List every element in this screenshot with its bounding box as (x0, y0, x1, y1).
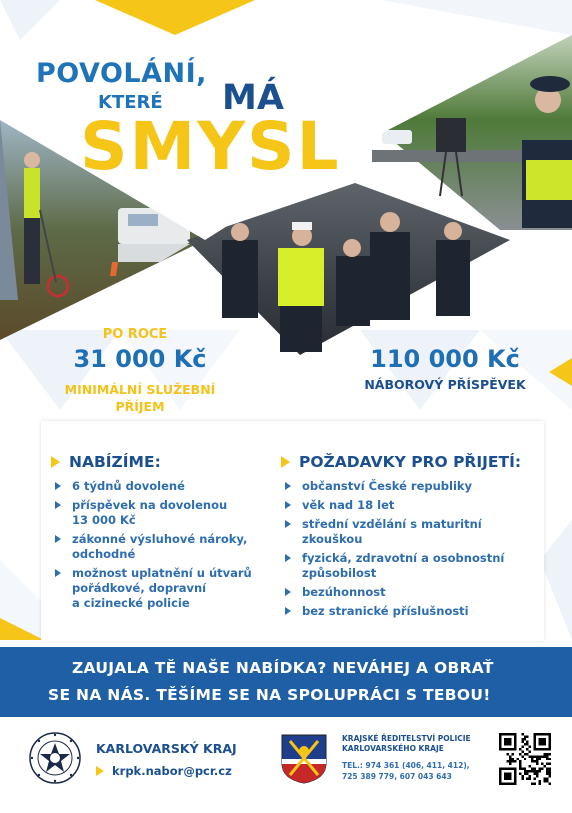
offer-title (51, 453, 271, 471)
info-box (41, 421, 544, 641)
bullet-triangle-icon (285, 554, 291, 562)
requirement-item (281, 585, 541, 600)
bullet-triangle-icon (55, 501, 61, 509)
salary-label (40, 381, 240, 415)
salary-prefix: PO ROCE (102, 327, 168, 342)
requirement-item (281, 604, 541, 619)
cta-line2: SE NA NÁS. TĚŠÍME SE NA SPOLUPRÁCI S TEBOU! (48, 686, 491, 704)
salary-value: 31 000 Kč (73, 345, 207, 373)
bullet-triangle-icon (285, 482, 291, 490)
requirement-item-line: způsobilost (302, 566, 377, 580)
cta-line1: ZAUJALA TĚ NAŠE NABÍDKA? NEVÁHEJ A OBRAŤ (72, 659, 494, 677)
org-line1: KRAJSKÉ ŘEDITELSTVÍ POLICIE (342, 734, 471, 743)
offer-item (51, 566, 271, 611)
bullet-triangle-icon (55, 569, 61, 577)
offer-item-line: 13 000 Kč (72, 513, 136, 527)
salary-label-line1: MINIMÁLNÍ SLUŽEBNÍ (64, 382, 216, 397)
requirement-item (281, 517, 541, 547)
headline-line2-emphasis: MÁ (222, 78, 284, 118)
offer-item-line: 6 týdnů dovolené (72, 479, 185, 493)
bonus-label: NÁBOROVÝ PŘÍSPĚVEK (364, 377, 526, 392)
requirement-item-line: věk nad 18 let (302, 498, 395, 512)
offer-item (51, 479, 271, 494)
requirement-item-line: zkouškou (302, 532, 363, 546)
requirement-item (281, 479, 541, 494)
offer-item-line: pořádkové, dopravní (72, 581, 207, 595)
offer-column (51, 453, 271, 615)
offer-title-text: NABÍZÍME: (69, 453, 161, 471)
email-link[interactable]: krpk.nabor@pcr.cz (112, 764, 232, 778)
bullet-triangle-icon (55, 535, 61, 543)
tel-line2: 725 389 779, 607 043 643 (342, 772, 452, 781)
offer-item-line: zákonné výsluhové nároky, (72, 532, 248, 546)
offer-item-line: možnost uplatnění u útvarů (72, 566, 252, 580)
regional-emblem-icon (280, 733, 328, 785)
org-line2: KARLOVARSKÉHO KRAJE (342, 744, 444, 753)
offer-item (51, 498, 271, 528)
arrow-right-icon (96, 766, 104, 776)
requirement-item-line: bezúhonnost (302, 585, 386, 599)
requirements-list (281, 479, 541, 619)
bullet-triangle-icon (285, 588, 291, 596)
region-name: KARLOVARSKÝ KRAJ (96, 741, 237, 756)
headline-line3: SMYSL (80, 108, 341, 185)
headline-line1: POVOLÁNÍ, (36, 58, 207, 89)
requirements-title (281, 453, 541, 471)
offer-item-line: odchodné (72, 547, 136, 561)
bonus-value: 110 000 Kč (370, 345, 520, 373)
salary-label-line2: PŘÍJEM (115, 399, 165, 414)
headline-line2: KTERÉ (98, 92, 163, 113)
requirement-item (281, 551, 541, 581)
telephone (342, 760, 502, 782)
requirement-item-line: bez stranické příslušnosti (302, 604, 469, 618)
offer-item (51, 532, 271, 562)
offer-item-line: a cizinecké policie (72, 596, 190, 610)
qr-code[interactable] (499, 733, 551, 785)
cta-text (48, 655, 548, 709)
bullet-triangle-icon (285, 520, 291, 528)
email-row (96, 764, 232, 778)
police-star-logo (28, 731, 82, 785)
requirements-column (281, 453, 541, 623)
bullet-triangle-icon (285, 607, 291, 615)
tel-line1: TEL.: 974 361 (406, 411, 412), (342, 761, 470, 770)
requirements-title-text: POŽADAVKY PRO PŘIJETÍ: (299, 453, 522, 471)
arrow-right-icon (51, 456, 60, 468)
requirement-item (281, 498, 541, 513)
bullet-triangle-icon (55, 482, 61, 490)
requirement-item-line: občanství České republiky (302, 479, 473, 493)
arrow-right-icon (281, 456, 290, 468)
requirement-item-line: střední vzdělání s maturitní (302, 517, 482, 531)
bullet-triangle-icon (285, 501, 291, 509)
requirement-item-line: fyzická, zdravotní a osobnostní (302, 551, 505, 565)
organization-name (342, 734, 492, 754)
offer-list (51, 479, 271, 611)
offer-item-line: příspěvek na dovolenou (72, 498, 228, 512)
